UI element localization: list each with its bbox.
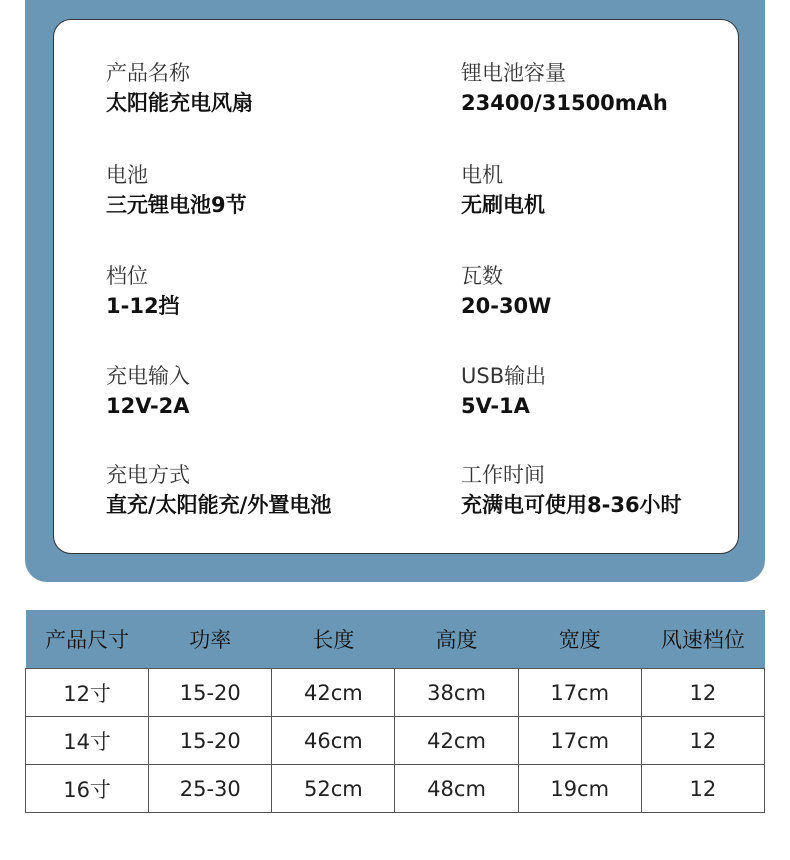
spec-value: 三元锂电池9节 bbox=[106, 193, 247, 217]
spec-value: 20-30W bbox=[461, 294, 552, 318]
spec-working-time bbox=[461, 462, 761, 518]
table-cell: 12寸 bbox=[26, 669, 149, 717]
header-width: 宽度 bbox=[518, 610, 641, 669]
table-cell: 15-20 bbox=[149, 669, 272, 717]
spec-label: USB输出 bbox=[461, 364, 547, 388]
spec-label: 档位 bbox=[106, 264, 148, 288]
spec-charge-method bbox=[106, 462, 406, 518]
spec-label: 锂电池容量 bbox=[461, 61, 566, 85]
spec-panel bbox=[25, 0, 765, 582]
spec-battery-capacity bbox=[461, 60, 761, 116]
table-cell: 15-20 bbox=[149, 717, 272, 765]
table-row bbox=[26, 765, 765, 813]
spec-value: 充满电可使用8-36小时 bbox=[461, 493, 682, 517]
spec-card bbox=[53, 19, 739, 554]
header-wind-speed: 风速档位 bbox=[641, 610, 764, 669]
table-cell: 12 bbox=[641, 717, 764, 765]
spec-label: 电池 bbox=[106, 163, 148, 187]
spec-gears bbox=[106, 263, 406, 319]
table-cell: 14寸 bbox=[26, 717, 149, 765]
table-cell: 48cm bbox=[395, 765, 518, 813]
table-cell: 19cm bbox=[518, 765, 641, 813]
spec-value: 直充/太阳能充/外置电池 bbox=[106, 493, 332, 517]
table-cell: 17cm bbox=[518, 669, 641, 717]
spec-wattage bbox=[461, 263, 761, 319]
spec-product-name bbox=[106, 60, 406, 116]
table-cell: 42cm bbox=[395, 717, 518, 765]
spec-label: 电机 bbox=[461, 163, 503, 187]
spec-value: 无刷电机 bbox=[461, 193, 545, 217]
spec-usb-output bbox=[461, 363, 761, 419]
table-row bbox=[26, 717, 765, 765]
table-cell: 16寸 bbox=[26, 765, 149, 813]
spec-value: 12V-2A bbox=[106, 394, 190, 418]
table-cell: 52cm bbox=[272, 765, 395, 813]
table-cell: 25-30 bbox=[149, 765, 272, 813]
spec-label: 瓦数 bbox=[461, 264, 503, 288]
spec-charge-input bbox=[106, 363, 406, 419]
header-height: 高度 bbox=[395, 610, 518, 669]
table-cell: 42cm bbox=[272, 669, 395, 717]
spec-value: 23400/31500mAh bbox=[461, 91, 668, 115]
table-cell: 38cm bbox=[395, 669, 518, 717]
header-power: 功率 bbox=[149, 610, 272, 669]
spec-motor bbox=[461, 162, 761, 218]
spec-value: 1-12挡 bbox=[106, 294, 180, 318]
spec-value: 5V-1A bbox=[461, 394, 530, 418]
header-product-size: 产品尺寸 bbox=[26, 610, 149, 669]
table-row bbox=[26, 669, 765, 717]
table-cell: 12 bbox=[641, 669, 764, 717]
spec-battery bbox=[106, 162, 406, 218]
table-cell: 12 bbox=[641, 765, 764, 813]
header-length: 长度 bbox=[272, 610, 395, 669]
spec-value: 太阳能充电风扇 bbox=[106, 91, 253, 115]
table-header-row bbox=[26, 610, 765, 669]
size-table bbox=[25, 610, 765, 813]
table-cell: 17cm bbox=[518, 717, 641, 765]
spec-label: 充电输入 bbox=[106, 364, 190, 388]
spec-label: 工作时间 bbox=[461, 463, 545, 487]
spec-label: 产品名称 bbox=[106, 61, 190, 85]
table-cell: 46cm bbox=[272, 717, 395, 765]
spec-label: 充电方式 bbox=[106, 463, 190, 487]
